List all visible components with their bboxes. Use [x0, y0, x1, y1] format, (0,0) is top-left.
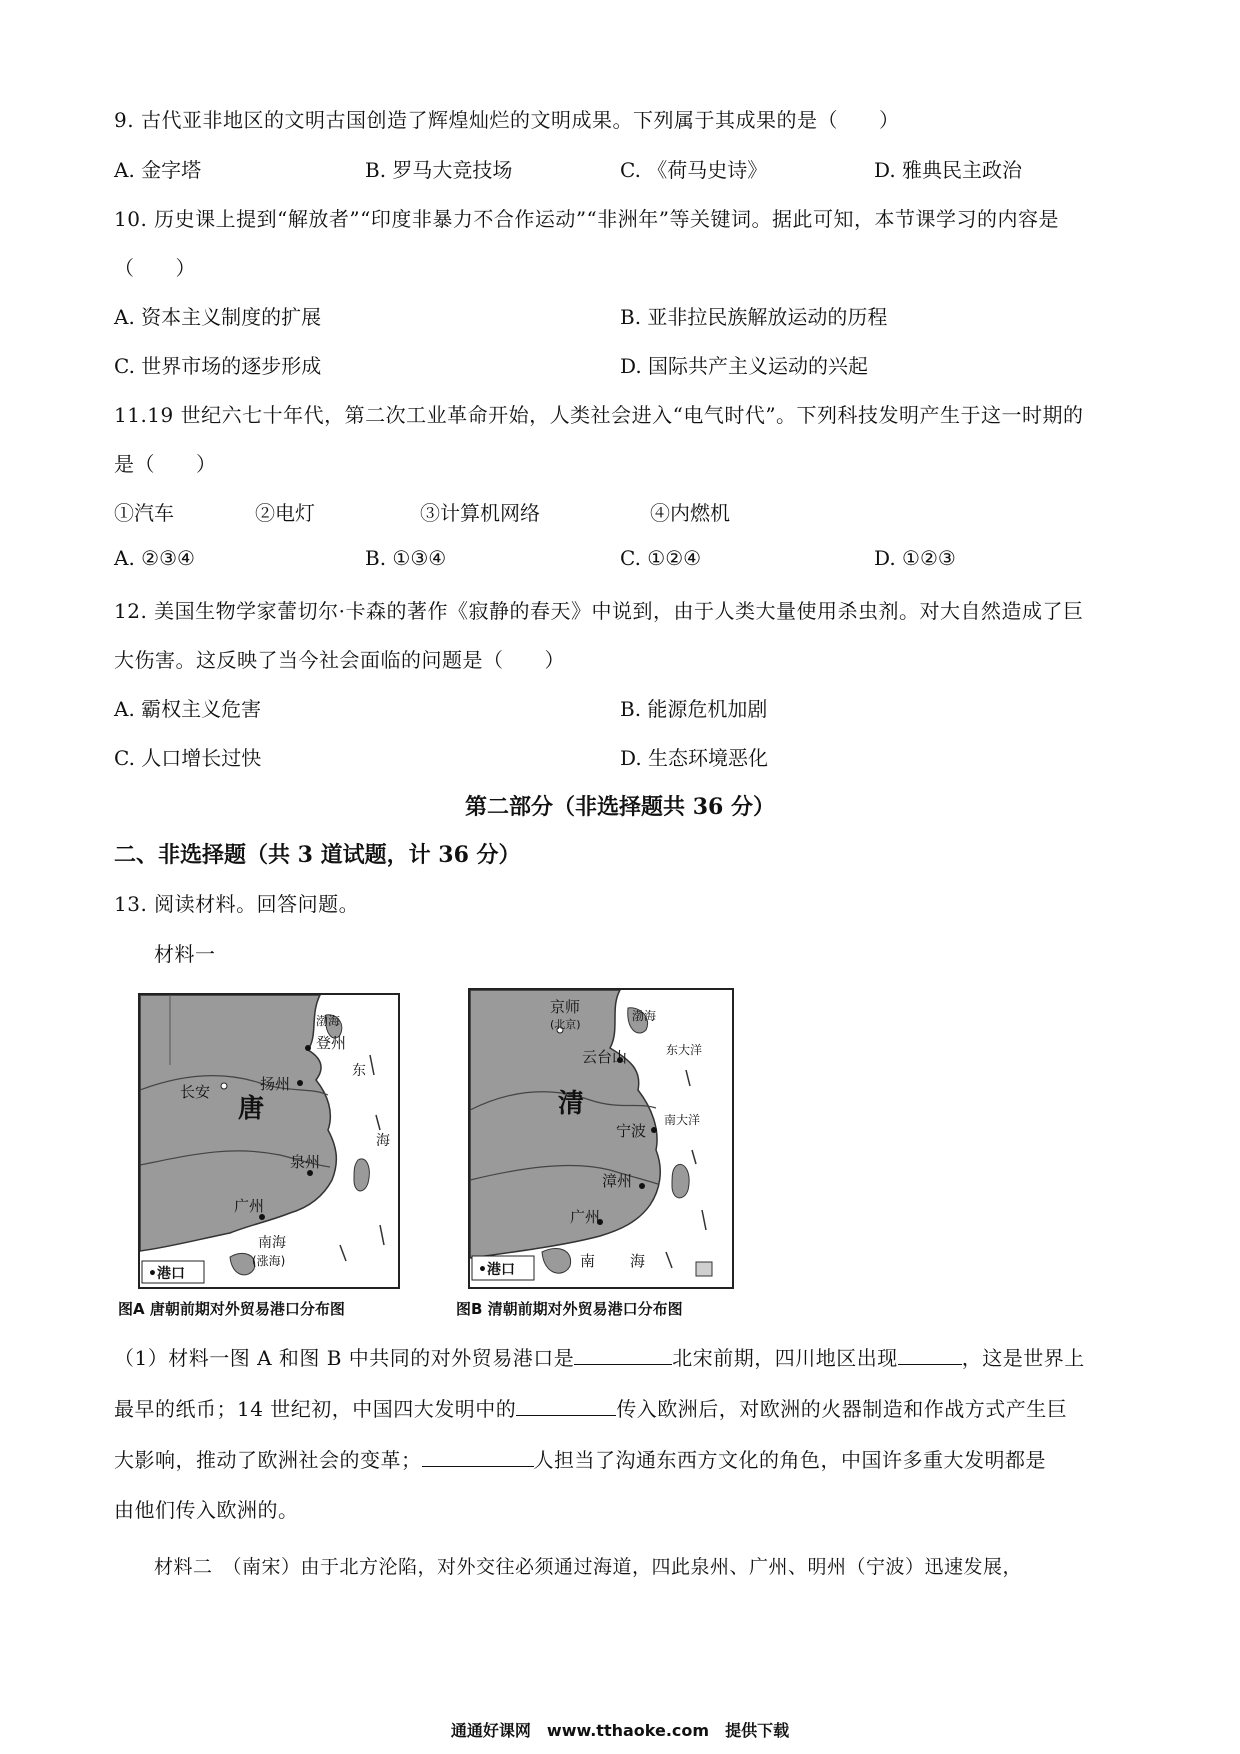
answer-blank-2[interactable] [898, 1346, 962, 1365]
part2-title: 第二部分（非选择题共 36 分） [465, 794, 775, 820]
q12-option-d: D. 生态环境恶化 [620, 746, 769, 770]
material1-label: 材料一 [154, 942, 216, 966]
q13-sub1-line2 [114, 1393, 1067, 1422]
q13-sub1-text2b: 传入欧洲后，对欧洲的火器制造和作战方式产生巨 [616, 1397, 1068, 1421]
q9-option-d: D. 雅典民主政治 [874, 158, 1023, 182]
map-b-legend: •港口 [478, 1262, 515, 1278]
q13-sub1-text1c: ，这是世界上 [961, 1346, 1085, 1370]
map-b-caption: 图B 清朝前期对外贸易港口分布图 [456, 1300, 683, 1318]
map-a-legend: •港口 [148, 1266, 185, 1282]
map-b-country: 清 [558, 1089, 585, 1119]
q11-item-2: ②电灯 [255, 501, 315, 525]
answer-blank-3[interactable] [516, 1397, 616, 1416]
q12-option-c: C. 人口增长过快 [114, 746, 262, 770]
q12-option-b: B. 能源危机加剧 [620, 697, 768, 721]
q11-stem-cont: 是（ ） [114, 452, 217, 476]
map-b-label-ningbo: 宁波 [616, 1122, 647, 1140]
map-a-label-guangzhou: 广州 [234, 1197, 265, 1215]
map-a-label-dengzhou: 登州 [316, 1034, 347, 1052]
q11-option-d: D. ①②③ [874, 546, 956, 570]
map-b-label-jingshi: 京师 [550, 998, 581, 1016]
map-b-label-zhangzhou: 漳州 [602, 1172, 633, 1190]
q13-sub1-line3 [114, 1444, 1046, 1473]
q13-sub1-text3b: 人担当了沟通东西方文化的角色，中国许多重大发明都是 [533, 1448, 1046, 1472]
map-a-label-east: 东 [352, 1063, 366, 1079]
q11-option-b: B. ①③④ [365, 546, 447, 570]
q12-stem-cont: 大伤害。这反映了当今社会面临的问题是（ ） [114, 648, 565, 672]
q10-option-c: C. 世界市场的逐步形成 [114, 354, 322, 378]
part2-subtitle: 二、非选择题（共 3 道试题，计 36 分） [114, 842, 521, 868]
q11-item-1: ①汽车 [114, 501, 174, 525]
q13-sub1-line1 [114, 1342, 1085, 1371]
map-a-label-nanhai: 南海 [258, 1235, 286, 1251]
q12-stem: 12. 美国生物学家蕾切尔·卡森的著作《寂静的春天》中说到，由于人类大量使用杀虫剂。对大自然造成了巨 [114, 599, 1084, 623]
map-a-label-zhanghai: (涨海) [252, 1254, 286, 1268]
map-b-label-guangzhou: 广州 [570, 1208, 601, 1226]
q13-sub1-line4: 由他们传入欧洲的。 [114, 1498, 299, 1522]
material2-text: 材料二 （南宋）由于北方沦陷，对外交往必须通过海道，四此泉州、广州、明州（宁波）迅速发展， [154, 1556, 1023, 1578]
q11-item-4: ④内燃机 [650, 501, 730, 525]
map-b-qing [468, 988, 734, 1289]
map-a-label-quanzhou: 泉州 [290, 1153, 321, 1171]
map-b-label-bohai: 渤海 [632, 1009, 657, 1023]
map-a-label-changan: 长安 [180, 1083, 211, 1101]
map-b-label-nan: 南 [580, 1252, 596, 1270]
q10-option-a: A. 资本主义制度的扩展 [114, 305, 322, 329]
map-a-label-east-sea: 海 [376, 1133, 390, 1149]
map-a-tang [138, 993, 400, 1289]
q13-sub1-text2a: 最早的纸币；14 世纪初，中国四大发明中的 [114, 1397, 517, 1421]
map-b-label-hai: 海 [630, 1252, 646, 1270]
q9-option-c: C. 《荷马史诗》 [620, 158, 768, 182]
q11-stem: 11.19 世纪六七十年代，第二次工业革命开始，人类社会进入“电气时代”。下列科技发明产生于这一时期的 [114, 403, 1084, 427]
q11-option-c: C. ①②④ [620, 546, 702, 570]
q10-stem-cont: （ ） [114, 256, 196, 280]
q9-option-a: A. 金字塔 [114, 158, 202, 182]
map-a-label-bohai: 渤海 [316, 1014, 341, 1028]
q13-sub1-text3a: 大影响，推动了欧洲社会的变革； [114, 1448, 422, 1472]
map-a-caption: 图A 唐朝前期对外贸易港口分布图 [118, 1300, 345, 1318]
footer-watermark: 通通好课网 www.tthaoke.com 提供下载 [450, 1721, 790, 1740]
q11-option-a: A. ②③④ [114, 546, 195, 570]
q13-sub1-text1b: 北宋前期，四川地区出现 [672, 1346, 898, 1370]
answer-blank-1[interactable] [574, 1346, 672, 1365]
q10-stem: 10. 历史课上提到“解放者”“印度非暴力不合作运动”“非洲年”等关键词。据此可知，本节课学习的内容是 [114, 207, 1060, 231]
map-a-country: 唐 [238, 1094, 265, 1124]
q9-option-b: B. 罗马大竞技场 [365, 158, 513, 182]
map-b-label-beijing: (北京) [550, 1018, 581, 1031]
map-b-label-yuntaishan: 云台山 [582, 1048, 628, 1066]
q10-option-d: D. 国际共产主义运动的兴起 [620, 354, 869, 378]
q11-item-3: ③计算机网络 [420, 501, 540, 525]
q12-option-a: A. 霸权主义危害 [114, 697, 262, 721]
map-b-label-nandayang: 南大洋 [664, 1113, 701, 1127]
map-b-label-dongdayang: 东大洋 [666, 1043, 703, 1057]
q13-sub1-text1a: （1）材料一图 A 和图 B 中共同的对外贸易港口是 [114, 1346, 575, 1370]
q13-stem: 13. 阅读材料。回答问题。 [114, 892, 360, 916]
map-a-label-yangzhou: 扬州 [260, 1075, 291, 1093]
answer-blank-4[interactable] [422, 1448, 534, 1467]
q10-option-b: B. 亚非拉民族解放运动的历程 [620, 305, 888, 329]
q9-stem: 9. 古代亚非地区的文明古国创造了辉煌灿烂的文明成果。下列属于其成果的是（ ） [114, 108, 900, 132]
